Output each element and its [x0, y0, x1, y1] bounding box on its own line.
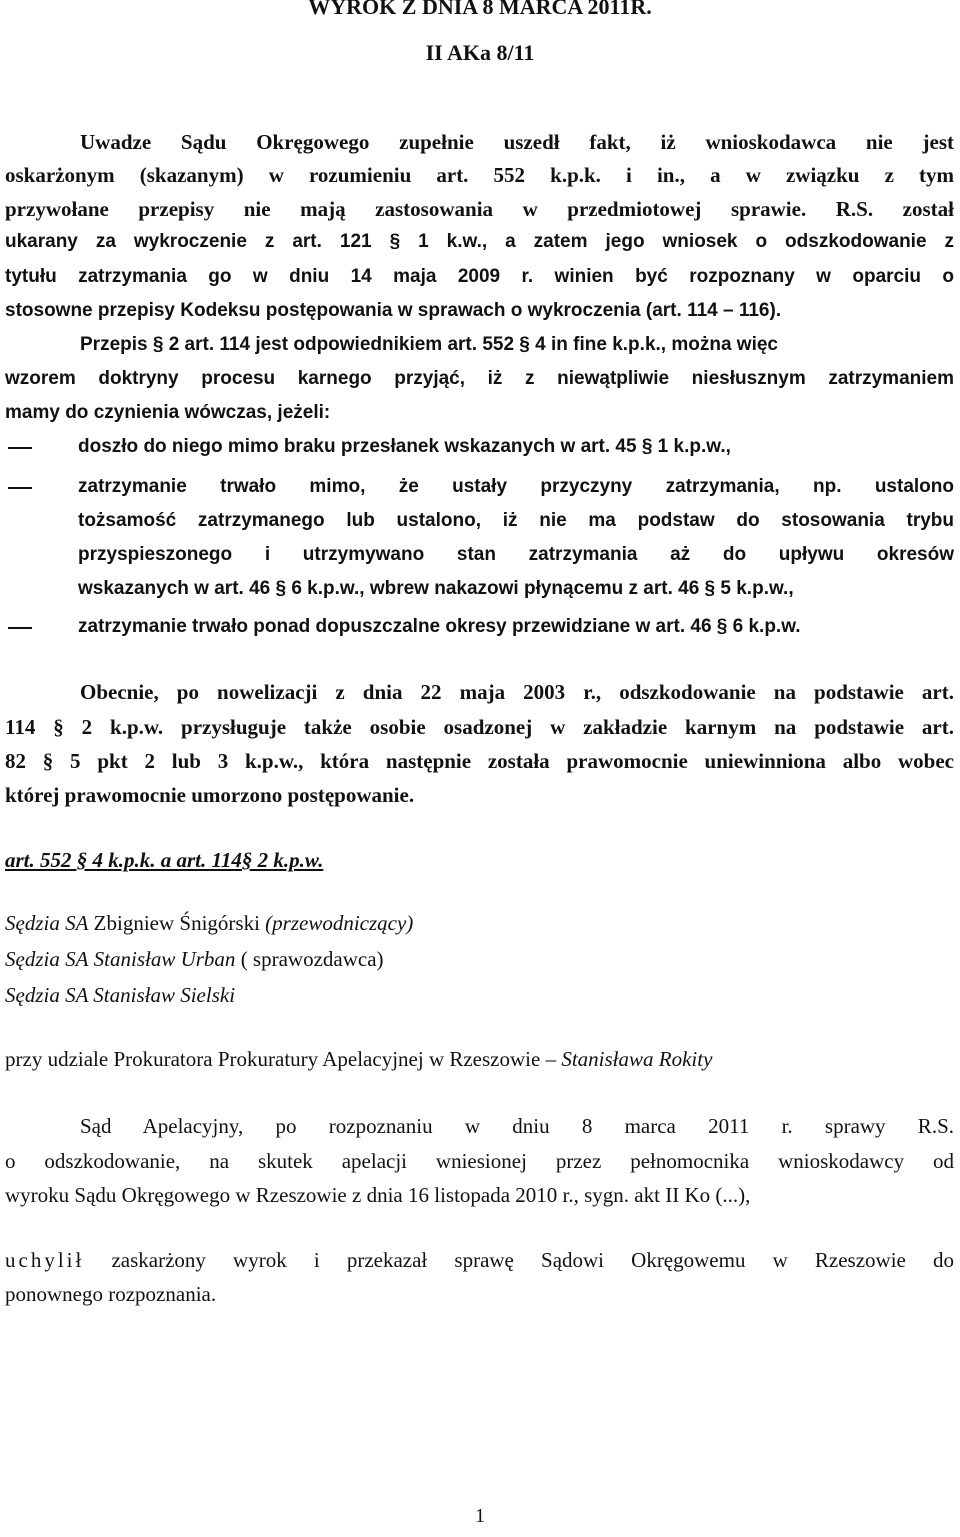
thesis-line: wzorem doktryny procesu karnego przyjąć, iż z niewątpliwie niesłusznym zatrzymaniem	[5, 368, 954, 389]
list-item: zatrzymanie trwało ponad dopuszczalne okresy przewidziane w art. 46 § 6 k.p.w.	[78, 616, 801, 637]
judge-role: ( sprawozdawca)	[240, 947, 384, 971]
thesis-line: mamy do czynienia wówczas, jeżeli:	[5, 402, 331, 423]
verdict-line-2: ponownego rozpoznania.	[5, 1282, 217, 1306]
judge-title: Sędzia SA	[5, 947, 89, 971]
judge-entry	[5, 911, 413, 936]
bullet-dash	[8, 487, 32, 489]
thesis-line: tytułu zatrzymania go w dniu 14 maja 2009 r. winien być rozpoznany w oparciu o	[5, 266, 954, 287]
thesis-closing-line: 82 § 5 pkt 2 lub 3 k.p.w., która następnie została prawomocnie uniewinniona albo wobec	[5, 749, 954, 773]
bullet-dash	[8, 447, 32, 449]
verdict-word: uchylił	[5, 1248, 85, 1272]
judge-entry	[5, 947, 384, 972]
verdict-line	[5, 1248, 954, 1273]
thesis-closing-line: której prawomocnie umorzono postępowanie.	[5, 783, 415, 807]
ruling-line: wyroku Sądu Okręgowego w Rzeszowie z dnia 16 listopada 2010 r., sygn. akt II Ko (...),	[5, 1183, 751, 1207]
thesis-closing-line: Obecnie, po nowelizacji z dnia 22 maja 2003 r., odszkodowanie na podstawie art.	[80, 680, 954, 704]
judge-entry	[5, 983, 235, 1008]
thesis-line: oskarżonym (skazanym) w rozumieniu art. 552 k.p.k. i in., a w związku z tym	[5, 163, 954, 187]
list-item: zatrzymanie trwało mimo, że ustały przyczyny zatrzymania, np. ustalono	[78, 476, 954, 497]
list-item-continuation: tożsamość zatrzymanego lub ustalono, iż nie ma podstaw do stosowania trybu	[78, 510, 954, 531]
page-number: 1	[475, 1505, 485, 1527]
list-item-continuation: wskazanych w art. 46 § 6 k.p.w., wbrew nakazowi płynącemu z art. 46 § 5 k.p.w.,	[78, 578, 794, 599]
judge-title: Sędzia SA	[5, 911, 89, 935]
thesis-line: Przepis § 2 art. 114 jest odpowiednikiem art. 552 § 4 in fine k.p.k., można więc	[80, 334, 778, 355]
bullet-dash	[8, 627, 32, 629]
legal-basis: art. 552 § 4 k.p.k. a art. 114§ 2 k.p.w.	[5, 848, 324, 872]
list-item-continuation: przyspieszonego i utrzymywano stan zatrzymania aż do upływu okresów	[78, 544, 954, 565]
judge-name: Stanisław Sielski	[93, 983, 236, 1007]
judge-role: (przewodniczący)	[265, 911, 414, 935]
case-number: II AKa 8/11	[425, 40, 535, 65]
prosecutor-line	[5, 1047, 712, 1072]
prosecutor-text: przy udziale Prokuratora Prokuratury Apelacyjnej w Rzeszowie –	[5, 1047, 557, 1071]
thesis-line: Uwadze Sądu Okręgowego zupełnie uszedł fakt, iż wnioskodawca nie jest	[80, 130, 954, 154]
prosecutor-name: Stanisława Rokity	[561, 1047, 713, 1071]
thesis-closing-line: 114 § 2 k.p.w. przysługuje także osobie osadzonej w zakładzie karnym na podstawie art.	[5, 715, 954, 739]
judge-name: Stanisław Urban	[93, 947, 236, 971]
ruling-line: o odszkodowanie, na skutek apelacji wniesionej przez pełnomocnika wnioskodawcy od	[5, 1149, 954, 1173]
verdict-text: zaskarżony wyrok i przekazał sprawę Sądowi Okręgowemu w Rzeszowie do	[111, 1248, 954, 1272]
list-item: doszło do niego mimo braku przesłanek wskazanych w art. 45 § 1 k.p.w.,	[78, 436, 731, 457]
thesis-line: przywołane przepisy nie mają zastosowania w przedmiotowej sprawie. R.S. został	[5, 197, 954, 221]
ruling-line: Sąd Apelacyjny, po rozpoznaniu w dniu 8 marca 2011 r. sprawy R.S.	[80, 1114, 954, 1138]
judge-name: Zbigniew Śnigórski	[93, 911, 260, 935]
judgment-title: WYROK Z DNIA 8 MARCA 2011R.	[308, 0, 652, 19]
judge-title: Sędzia SA	[5, 983, 89, 1007]
thesis-line: ukarany za wykroczenie z art. 121 § 1 k.w., a zatem jego wniosek o odszkodowanie z	[5, 231, 954, 252]
thesis-line: stosowne przepisy Kodeksu postępowania w sprawach o wykroczenia (art. 114 – 116).	[5, 300, 782, 321]
